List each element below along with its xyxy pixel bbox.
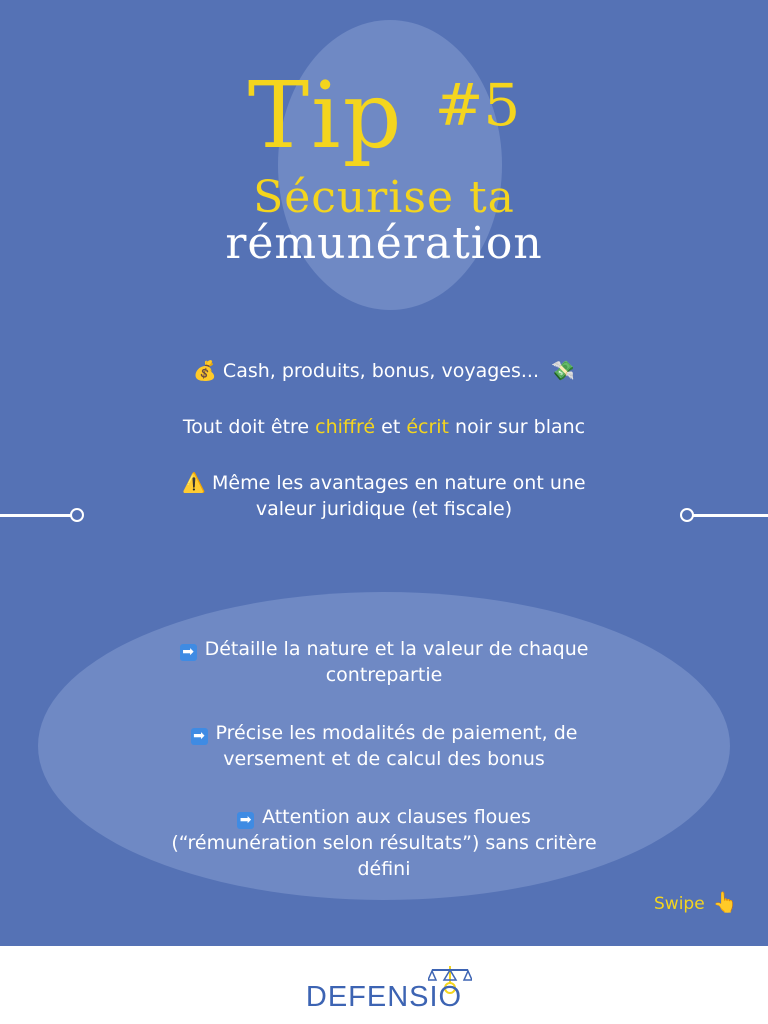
advice-item: [0, 720, 768, 772]
advice-item-line1: Précise les modalités de paiement, de: [215, 722, 578, 744]
advice-item-line3: défini: [357, 858, 411, 880]
advice-item-line2: (“rémunération selon résultats”) sans critère: [171, 832, 597, 854]
swipe-label: Swipe: [654, 894, 705, 914]
point-written-pre: Tout doit être: [182, 416, 316, 438]
point-warning: [0, 470, 768, 522]
advice-item-line1: Attention aux clauses floues: [262, 806, 531, 828]
highlight-chiffre: chiffré: [315, 416, 376, 438]
point-warning-line1: Même les avantages en nature ont une: [212, 472, 586, 494]
pointing-hand-icon: 👆: [712, 890, 738, 914]
tip-subtitle-line2: rémunération: [225, 218, 543, 269]
tip-title: [0, 50, 768, 171]
advice-item-line2: versement et de calcul des bonus: [223, 748, 545, 770]
arrow-right-icon: ➡: [237, 812, 254, 829]
tip-number: #5: [434, 71, 521, 139]
brand-logo: DEFENSIO: [305, 981, 463, 1013]
tip-word: Tip: [247, 62, 404, 169]
point-cash: [0, 358, 768, 384]
divider-dot-left: [70, 508, 84, 522]
advice-item-line2: contrepartie: [325, 664, 443, 686]
swipe-hint[interactable]: [654, 890, 738, 916]
tip-subtitle-line1: Sécurise ta: [253, 172, 515, 223]
arrow-right-icon: ➡: [180, 644, 197, 661]
point-written-mid: et: [375, 416, 407, 438]
highlight-ecrit: écrit: [406, 416, 449, 438]
arrow-right-icon: ➡: [191, 728, 208, 745]
advice-item-line1: Détaille la nature et la valeur de chaque: [204, 638, 589, 660]
divider-line-right: [692, 514, 768, 517]
point-written: [0, 414, 768, 440]
advice-item: [0, 804, 768, 882]
warning-icon: ⚠️: [182, 472, 207, 494]
point-cash-text: Cash, produits, bonus, voyages...: [222, 360, 540, 382]
advice-item: [0, 636, 768, 688]
point-written-post: noir sur blanc: [449, 416, 586, 438]
point-warning-line2: valeur juridique (et fiscale): [255, 498, 513, 520]
divider-line-left: [0, 514, 72, 517]
money-bag-icon: 💰: [193, 360, 217, 382]
flying-money-icon: 💸: [551, 360, 575, 382]
divider-dot-right: [680, 508, 694, 522]
